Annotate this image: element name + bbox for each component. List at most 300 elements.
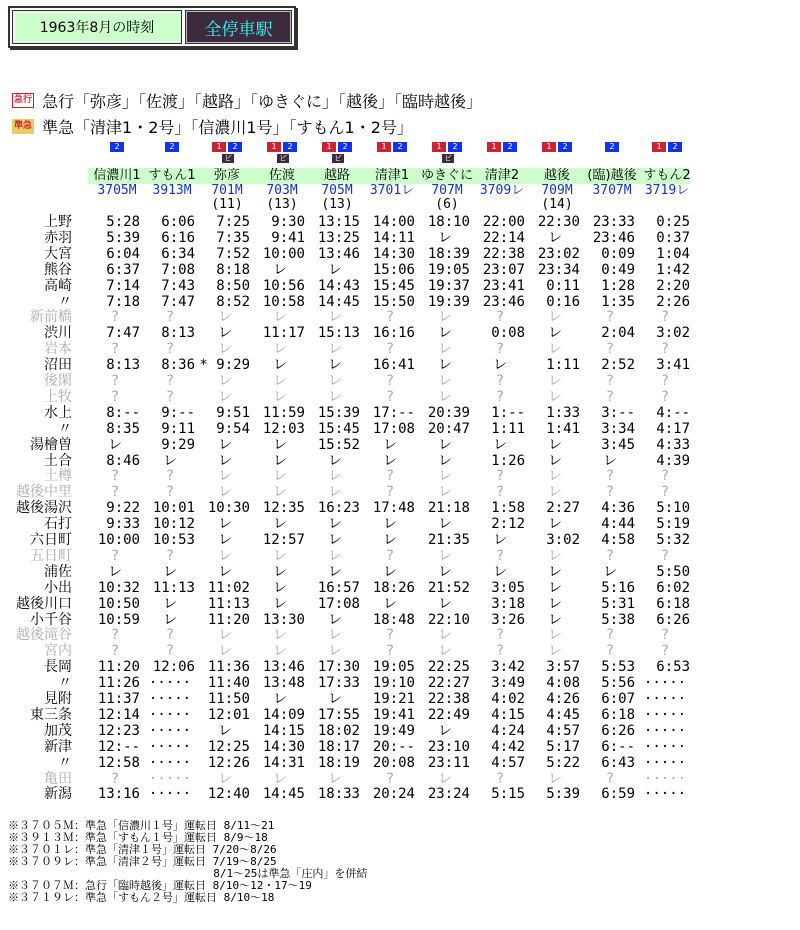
time-cell: レ (218, 627, 232, 644)
first-class-car-icon: 1 (487, 142, 501, 152)
table-row (0, 548, 800, 564)
first-class-car-icon: 1 (212, 142, 226, 152)
station-name: 加茂 (44, 722, 72, 739)
car-class-icons (110, 142, 124, 152)
time-cell: 13:48 (262, 675, 305, 692)
time-cell: 9:33 (106, 516, 140, 533)
time-cell: 1:11 (491, 420, 525, 437)
time-cell: 11:17 (262, 325, 305, 342)
express-badge-icon: 急行 (12, 93, 34, 108)
time-cell: 12:14 (97, 706, 140, 723)
time-cell: ? (605, 373, 615, 389)
time-cell: ? (385, 309, 395, 326)
time-cell: 8:-- (106, 404, 140, 421)
time-cell: 7:43 (161, 277, 195, 294)
second-class-car-icon: 2 (283, 142, 297, 152)
time-cell: 15:13 (317, 325, 360, 342)
second-class-car-icon: 2 (338, 142, 352, 152)
time-cell: ? (605, 468, 615, 485)
table-row (0, 373, 800, 389)
time-cell: レ (273, 309, 287, 326)
train-number[interactable]: 701M (211, 183, 243, 198)
table-row (0, 771, 800, 787)
first-class-car-icon: 1 (377, 142, 391, 152)
station-name: 小出 (44, 579, 72, 596)
footnote-line: ※３７０１レ：準急「清津１号」運転日 7/20〜8/26 (8, 843, 277, 856)
time-cell: 10:32 (97, 579, 140, 596)
time-cell: レ (273, 484, 287, 501)
time-cell: ? (605, 484, 615, 501)
time-cell: 14:30 (262, 738, 305, 755)
time-cell: レ (218, 770, 232, 787)
time-cell: 10:12 (152, 516, 195, 533)
time-cell: ? (110, 388, 120, 405)
time-cell: レ (438, 547, 452, 564)
time-cell: レ (438, 388, 452, 405)
time-cell: 3:45 (601, 436, 635, 453)
table-row (0, 707, 800, 723)
time-cell: 11:40 (207, 675, 250, 692)
time-cell: ····· (643, 675, 687, 692)
time-cell: レ (273, 468, 287, 485)
time-cell: 3:02 (546, 532, 580, 548)
time-cell: レ (163, 595, 177, 612)
time-cell: 4:24 (491, 722, 525, 739)
footnote-line: ※３９１３Ｍ：準急「すもん１号」運転日 8/9〜18 (8, 831, 268, 844)
time-cell: 11:02 (207, 579, 250, 596)
time-cell: ? (385, 388, 395, 405)
time-cell: ? (660, 373, 670, 389)
table-row (0, 214, 800, 230)
mode-label: 全停車駅 (204, 19, 273, 40)
time-cell: 14:09 (262, 706, 305, 723)
time-cell: ? (110, 309, 120, 326)
time-cell: レ (218, 547, 232, 564)
time-cell: 15:45 (372, 277, 415, 294)
time-cell: 17:30 (317, 659, 360, 676)
station-name: 〃 (58, 675, 72, 692)
table-row (0, 246, 800, 262)
time-cell: 4:02 (491, 691, 525, 707)
time-cell: 1:26 (491, 452, 525, 469)
time-cell: ····· (148, 691, 192, 707)
time-cell: レ (383, 452, 397, 469)
mode-tab[interactable] (185, 10, 292, 44)
time-cell: 4:15 (491, 706, 525, 723)
time-cell: 5:10 (656, 500, 690, 517)
second-class-car-icon: 2 (503, 142, 517, 152)
time-cell: 4:39 (656, 452, 690, 469)
time-cell: レ (328, 388, 342, 405)
time-cell: レ (328, 643, 342, 660)
time-cell: レ (218, 516, 232, 533)
train-number[interactable]: 3913M (152, 183, 192, 198)
time-cell: レ (163, 611, 177, 628)
time-cell: レ (218, 643, 232, 660)
time-cell: レ (218, 341, 232, 358)
time-cell: 2:27 (546, 500, 580, 517)
time-cell: レ (273, 547, 287, 564)
car-class-icons (652, 142, 682, 152)
time-cell: レ (383, 532, 397, 548)
second-class-car-icon: 2 (165, 142, 179, 152)
train-number[interactable]: 703M (266, 183, 298, 198)
table-row (0, 484, 800, 500)
time-cell: 13:46 (262, 659, 305, 676)
time-cell: 8:35 (106, 420, 140, 437)
time-cell: ? (605, 309, 615, 326)
time-cell: レ (328, 516, 342, 533)
time-cell: 17:08 (372, 420, 415, 437)
table-row (0, 627, 800, 643)
table-row (0, 389, 800, 405)
train-car-count: (13) (266, 197, 298, 212)
time-cell: レ (273, 357, 287, 374)
time-cell: 23:10 (427, 738, 470, 755)
time-cell: レ (273, 691, 287, 707)
time-cell: ····· (643, 691, 687, 707)
time-cell: 23:02 (537, 245, 580, 262)
time-cell: ? (660, 388, 670, 405)
time-cell: 14:45 (317, 293, 360, 310)
train-number[interactable]: 705M (321, 183, 353, 198)
time-cell: 12:03 (262, 420, 305, 437)
time-cell: 10:58 (262, 293, 305, 310)
time-cell: ? (385, 770, 395, 787)
table-row (0, 500, 800, 516)
time-cell: レ (328, 373, 342, 389)
station-name: 岩本 (44, 341, 72, 358)
time-cell: 12:06 (152, 659, 195, 676)
footnote-line: 8/1〜25は準急「庄内」を併結 (8, 867, 368, 880)
time-cell: 22:38 (482, 245, 525, 262)
footnote-line: ※３７０７Ｍ：急行「臨時越後」運転日 8/10〜12・17〜19 (8, 879, 312, 892)
time-cell: 16:16 (372, 325, 415, 342)
time-cell: 11:13 (207, 595, 250, 612)
time-cell: 8:13 (106, 357, 140, 374)
time-cell: 18:26 (372, 579, 415, 596)
time-cell: レ (273, 388, 287, 405)
table-row (0, 691, 800, 707)
train-number[interactable]: 3701レ (369, 183, 415, 198)
time-cell: ····· (148, 754, 192, 771)
time-cell: レ (218, 325, 232, 342)
footnote-line: ※３７１９レ：準急「すもん２号」運転日 8/10〜18 (8, 891, 275, 904)
time-cell: ? (605, 627, 615, 644)
table-row (0, 739, 800, 755)
time-cell: ? (165, 373, 175, 389)
footnote-line: ※３７０５Ｍ：準急「信濃川１号」運転日 8/11〜21 (8, 819, 275, 832)
train-name: 佐渡 (268, 168, 295, 183)
station-name: 水上 (44, 404, 72, 421)
time-cell: 2:20 (656, 277, 690, 294)
time-cell: レ (108, 563, 122, 580)
time-cell: 1:-- (491, 404, 525, 421)
time-cell: 14:45 (262, 786, 305, 803)
time-cell: レ (273, 516, 287, 533)
train-number[interactable]: 707M (431, 183, 463, 198)
time-cell: 3:05 (491, 579, 525, 596)
time-cell: レ (273, 436, 287, 453)
second-class-car-icon: 2 (393, 142, 407, 152)
time-cell: レ (273, 452, 287, 469)
time-cell: 11:37 (97, 691, 140, 707)
train-number[interactable]: 3707M (592, 183, 632, 198)
table-row (0, 278, 800, 294)
time-cell: 17:-- (372, 404, 415, 421)
time-cell: 23:11 (427, 754, 470, 771)
time-cell: レ (438, 595, 452, 612)
time-cell: 7:47 (106, 325, 140, 342)
time-cell: 10:00 (262, 245, 305, 262)
first-class-car-icon: 1 (267, 142, 281, 152)
time-cell: 18:33 (317, 786, 360, 803)
time-cell: 3:02 (656, 325, 690, 342)
time-cell: 6:-- (601, 738, 635, 755)
time-cell: 15:45 (317, 420, 360, 437)
train-name: すもん2 (643, 168, 691, 183)
station-name: 新潟 (44, 786, 72, 803)
time-cell: ? (605, 547, 615, 564)
time-cell: 1:41 (546, 420, 580, 437)
time-cell: 23:24 (427, 786, 470, 803)
table-row (0, 405, 800, 421)
time-cell: 9:54 (216, 420, 250, 437)
table-row (0, 643, 800, 659)
time-cell: ? (660, 309, 670, 326)
time-cell: 6:06 (161, 214, 195, 230)
time-cell: 0:37 (656, 229, 690, 246)
time-cell: 10:59 (97, 611, 140, 628)
time-cell: 20:47 (427, 420, 470, 437)
buffet-car-icon: ビ (224, 154, 232, 163)
station-name: 小千谷 (30, 611, 72, 628)
time-cell: 5:19 (656, 516, 690, 533)
time-cell: レ (218, 436, 232, 453)
table-row (0, 596, 800, 612)
table-row (0, 341, 800, 357)
legend-semi-express-text: 準急「清津1・2号」「信濃川1号」「すもん1・2号」 (42, 118, 413, 137)
time-cell: 19:39 (427, 293, 470, 310)
time-cell: ····· (148, 722, 192, 739)
second-class-car-icon: 2 (558, 142, 572, 152)
time-cell: 18:39 (427, 245, 470, 262)
time-cell: 10:30 (207, 500, 250, 517)
time-cell: 6:02 (656, 579, 690, 596)
time-cell: レ (218, 452, 232, 469)
table-row (0, 580, 800, 596)
train-number[interactable]: 709M (541, 183, 573, 198)
time-cell: レ (438, 373, 452, 389)
time-cell: 5:31 (601, 595, 635, 612)
station-name: 〃 (58, 420, 72, 437)
train-name: 越路 (323, 168, 350, 183)
time-cell: 5:56 (601, 675, 635, 692)
time-cell: ? (165, 309, 175, 326)
table-row (0, 723, 800, 739)
time-cell: 3:42 (491, 659, 525, 676)
train-number[interactable]: 3719レ (644, 183, 690, 198)
buffet-car-icon: ビ (444, 154, 452, 163)
station-name: 見附 (44, 691, 72, 707)
time-cell: 1:28 (601, 277, 635, 294)
time-cell: 8:13 (161, 325, 195, 342)
time-cell: 1:11 (546, 357, 580, 374)
time-cell: レ (548, 229, 562, 246)
time-cell: 4:45 (546, 706, 580, 723)
first-class-car-icon: 1 (322, 142, 336, 152)
station-name: 長岡 (44, 659, 72, 676)
time-cell: レ (548, 341, 562, 358)
time-cell: レ (218, 468, 232, 485)
table-row (0, 421, 800, 437)
time-cell: レ (548, 770, 562, 787)
time-cell: 9:30 (271, 214, 305, 230)
table-row (0, 453, 800, 469)
station-name: 越後湯沢 (16, 500, 72, 517)
time-cell: 10:53 (152, 532, 195, 548)
time-cell: ? (660, 468, 670, 485)
time-cell: 5:39 (106, 229, 140, 246)
time-cell: 16:23 (317, 500, 360, 517)
time-cell: ····· (643, 754, 687, 771)
table-row (0, 262, 800, 278)
station-name: 宮内 (44, 643, 72, 660)
time-cell: レ (328, 484, 342, 501)
time-cell: ····· (148, 738, 192, 755)
time-cell: ? (110, 770, 120, 787)
station-name: 亀田 (44, 770, 72, 787)
time-cell: ····· (148, 770, 192, 787)
table-row (0, 309, 800, 325)
time-cell: レ (273, 770, 287, 787)
station-name: 五日町 (30, 547, 72, 564)
time-cell: ····· (643, 738, 687, 755)
time-cell: 12:-- (97, 738, 140, 755)
table-row (0, 612, 800, 628)
time-cell: ? (110, 547, 120, 564)
time-cell: ? (660, 484, 670, 501)
time-cell: 4:58 (601, 532, 635, 548)
time-cell: ? (385, 547, 395, 564)
time-cell: 18:02 (317, 722, 360, 739)
second-class-car-icon: 2 (605, 142, 619, 152)
time-cell: ? (495, 484, 505, 501)
time-cell: レ (438, 357, 452, 374)
time-cell: レ (438, 484, 452, 501)
time-cell: 1:04 (656, 245, 690, 262)
time-cell: 20:39 (427, 404, 470, 421)
time-cell: 7:08 (161, 261, 195, 278)
time-cell: 4:36 (601, 500, 635, 517)
legend-express-text: 急行「弥彦」「佐渡」「越路」「ゆきぐに」「越後」「臨時越後」 (42, 92, 483, 111)
time-cell: レ (273, 643, 287, 660)
train-name: 弥彦 (213, 168, 240, 183)
time-cell: ? (385, 643, 395, 660)
time-cell: 12:26 (207, 754, 250, 771)
train-car-count: (6) (435, 197, 459, 212)
time-cell: レ (548, 309, 562, 326)
time-cell: 6:04 (106, 245, 140, 262)
buffet-car-icon: ビ (334, 154, 342, 163)
time-cell: 12:25 (207, 738, 250, 755)
time-cell: 6:18 (601, 706, 635, 723)
time-cell: レ (218, 722, 232, 739)
time-cell: レ (438, 643, 452, 660)
time-cell: ? (605, 388, 615, 405)
car-class-icons (542, 142, 572, 152)
time-cell: 6:16 (161, 229, 195, 246)
train-number[interactable]: 3705M (97, 183, 137, 198)
time-cell: 23:33 (592, 214, 635, 230)
time-cell: 6:07 (601, 691, 635, 707)
time-cell: 14:15 (262, 722, 305, 739)
train-number[interactable]: 3709レ (479, 183, 525, 198)
time-cell: 6:26 (656, 611, 690, 628)
time-cell: ? (165, 341, 175, 358)
time-cell: 4:42 (491, 738, 525, 755)
time-cell: レ (493, 532, 507, 548)
second-class-car-icon: 2 (668, 142, 682, 152)
time-cell: 20:-- (372, 738, 415, 755)
car-class-icons (377, 142, 407, 152)
time-cell: レ (328, 261, 342, 278)
table-row (0, 755, 800, 771)
car-class-icons (487, 142, 517, 152)
time-cell: レ (438, 309, 452, 326)
time-cell: レ (328, 357, 342, 374)
train-name: 越後 (543, 168, 570, 183)
car-class-icons (605, 142, 619, 152)
station-name: 土樽 (44, 468, 72, 485)
time-cell: 10:56 (262, 277, 305, 294)
table-row (0, 786, 800, 802)
time-cell: ? (495, 627, 505, 644)
time-cell: レ (493, 436, 507, 453)
time-cell: 18:19 (317, 754, 360, 771)
time-cell: ? (495, 373, 505, 389)
time-cell: ····· (148, 675, 192, 692)
time-cell: ? (110, 468, 120, 485)
time-cell: 17:33 (317, 675, 360, 692)
time-cell: レ (548, 388, 562, 405)
time-cell: レ (548, 563, 562, 580)
time-cell: 17:08 (317, 595, 360, 612)
time-cell: 16:57 (317, 579, 360, 596)
time-cell: 5:16 (601, 579, 635, 596)
time-cell: レ (328, 691, 342, 707)
time-cell: レ (548, 627, 562, 644)
time-cell: 6:59 (601, 786, 635, 803)
time-cell: レ (328, 627, 342, 644)
station-name: 越後中里 (16, 484, 72, 501)
car-class-icons (267, 142, 297, 152)
time-cell: 0:11 (546, 277, 580, 294)
time-cell: 8:52 (216, 293, 250, 310)
station-name: 高崎 (44, 277, 72, 294)
time-cell: 19:10 (372, 675, 415, 692)
time-cell: 20:24 (372, 786, 415, 803)
time-cell: レ (438, 722, 452, 739)
time-cell: 11:59 (262, 404, 305, 421)
train-name: 清津1 (374, 168, 410, 183)
car-class-icons (165, 142, 179, 152)
time-cell: ····· (643, 722, 687, 739)
time-cell: レ (273, 341, 287, 358)
period-tab[interactable] (12, 10, 182, 44)
time-cell: 18:48 (372, 611, 415, 628)
time-cell: レ (548, 452, 562, 469)
